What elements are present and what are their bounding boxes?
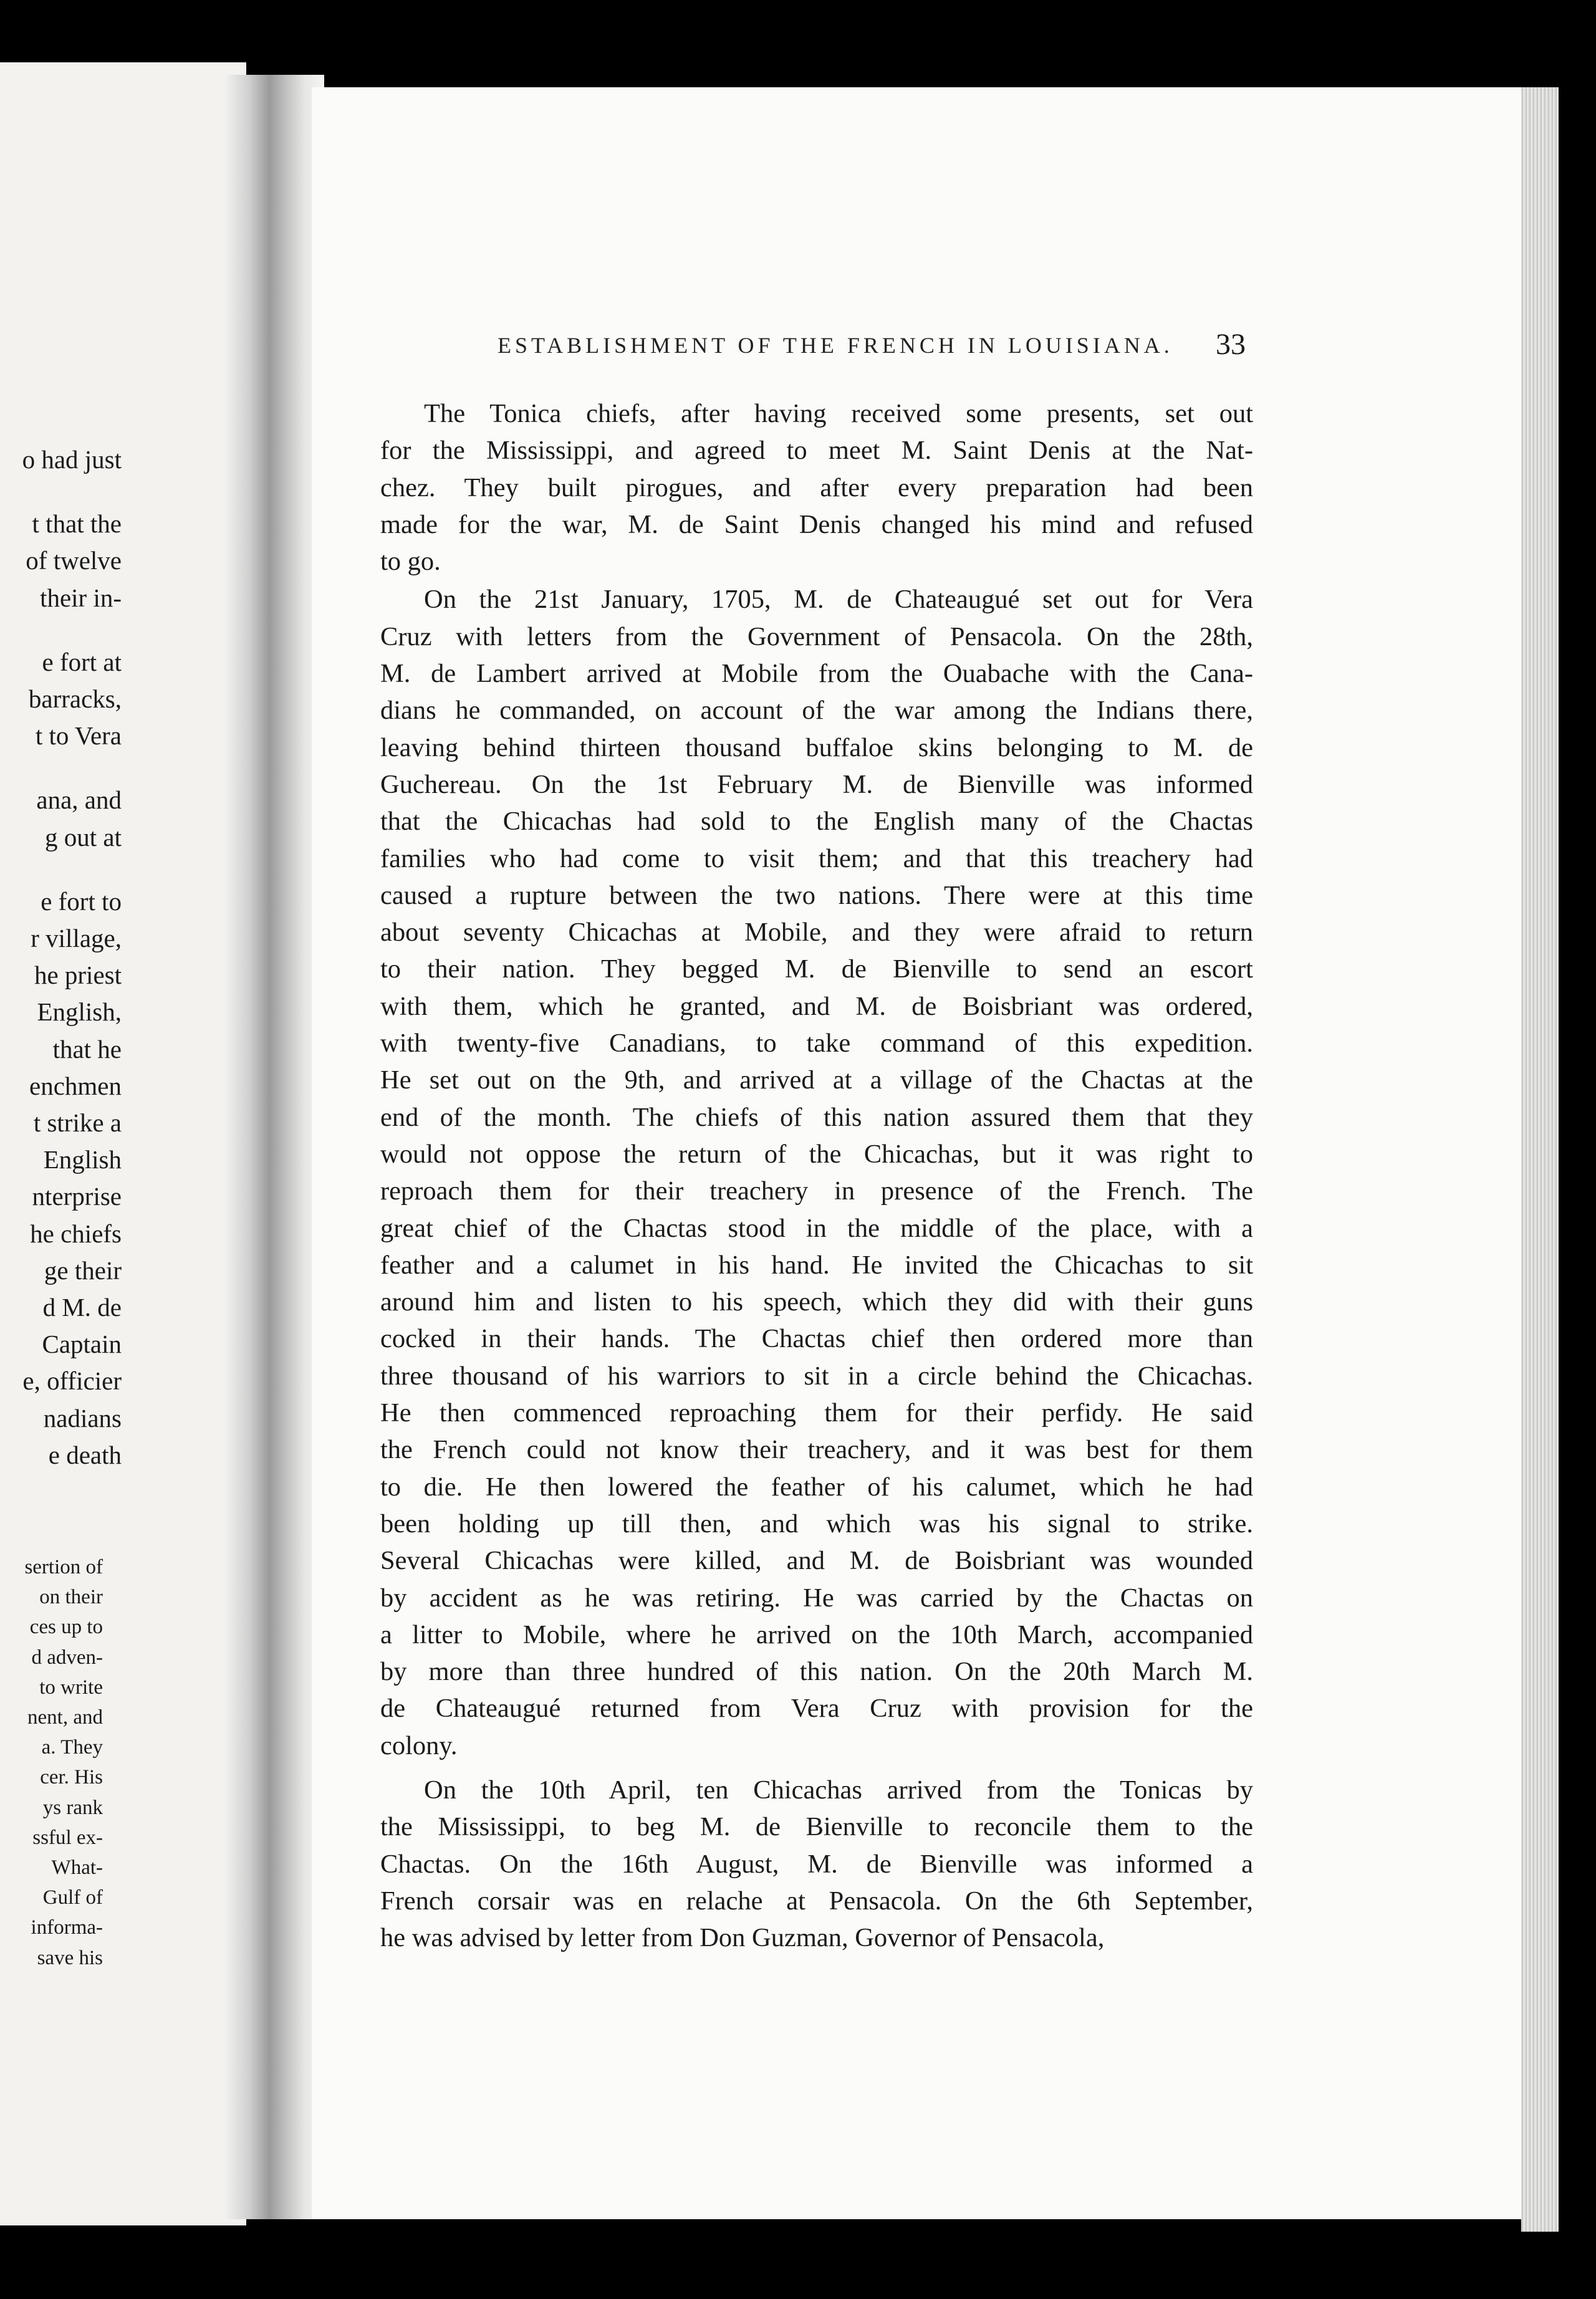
previous-page-line: ge their bbox=[44, 1255, 122, 1285]
previous-page-line: English, bbox=[37, 997, 122, 1027]
text-line: dians he commanded, on account of the war among the Indians there, bbox=[380, 696, 1253, 726]
previous-page-line: t that the bbox=[32, 509, 122, 539]
paragraph-gap bbox=[380, 1764, 1253, 1772]
previous-page-line: English bbox=[43, 1145, 122, 1174]
text-line: would not oppose the return of the Chicachas, but it was right to bbox=[380, 1139, 1253, 1169]
previous-page-line bbox=[0, 617, 122, 644]
previous-page-line bbox=[0, 856, 122, 883]
previous-page-line: t to Vera bbox=[35, 721, 122, 751]
text-line: with them, which he granted, and M. de Boisbriant was ordered, bbox=[380, 991, 1253, 1021]
previous-page-line bbox=[0, 478, 122, 506]
text-line: to die. He then lowered the feather of his calumet, which he had bbox=[380, 1472, 1253, 1502]
text-line: chez. They built pirogues, and after every preparation had been bbox=[380, 473, 1253, 502]
previous-page-footnote-line: ssful ex- bbox=[32, 1826, 103, 1849]
previous-page-line: d M. de bbox=[42, 1293, 122, 1322]
previous-page-line: r village, bbox=[31, 924, 122, 953]
text-line: to their nation. They begged M. de Bienville to send an escort bbox=[380, 954, 1253, 984]
previous-page-footnotes bbox=[0, 1552, 103, 1973]
text-line: leaving behind thirteen thousand buffaloe skins belonging to M. de bbox=[380, 732, 1253, 762]
text-line: by more than three hundred of this nation. On the 20th March M. bbox=[380, 1657, 1253, 1687]
text-line: Chactas. On the 16th August, M. de Bienville was informed a bbox=[380, 1849, 1253, 1879]
text-line: that the Chicachas had sold to the English many of the Chactas bbox=[380, 807, 1253, 837]
text-line: The Tonica chiefs, after having received some presents, set out bbox=[424, 399, 1253, 428]
running-head: ESTABLISHMENT OF THE FRENCH IN LOUISIANA. bbox=[498, 333, 1173, 358]
previous-page-line: e death bbox=[48, 1440, 122, 1469]
text-line: to go. bbox=[380, 547, 441, 577]
text-line: about seventy Chicachas at Mobile, and they were afraid to return bbox=[380, 918, 1253, 948]
previous-page-line: nterprise bbox=[32, 1182, 122, 1211]
body-text bbox=[380, 395, 1253, 1956]
previous-page-line: barracks, bbox=[28, 684, 122, 714]
previous-page-line: e fort at bbox=[42, 647, 122, 676]
text-line: colony. bbox=[380, 1730, 458, 1760]
previous-page-line: he priest bbox=[34, 961, 122, 990]
page-number: 33 bbox=[1216, 328, 1246, 361]
previous-page-footnote-line: ys rank bbox=[42, 1796, 103, 1819]
previous-page-footnote-line: informa- bbox=[31, 1916, 103, 1939]
page-edges bbox=[1521, 87, 1559, 2232]
previous-page-text bbox=[0, 441, 122, 1474]
previous-page-line: t strike a bbox=[33, 1108, 122, 1138]
text-line: On the 21st January, 1705, M. de Chateaugué set out for Vera bbox=[424, 585, 1253, 615]
text-line: been holding up till then, and which was his signal to strike. bbox=[380, 1509, 1253, 1538]
previous-page-footnote-line: a. They bbox=[41, 1736, 103, 1759]
previous-page-footnote-line: Gulf of bbox=[42, 1886, 103, 1909]
previous-page-line: nadians bbox=[43, 1403, 122, 1433]
text-line: with twenty-five Canadians, to take command of this expedition. bbox=[380, 1029, 1253, 1058]
book-gutter bbox=[224, 75, 324, 2219]
previous-page-footnote-line: d adven- bbox=[31, 1646, 103, 1669]
previous-page-line: Captain bbox=[42, 1330, 122, 1359]
text-line: great chief of the Chactas stood in the middle of the place, with a bbox=[380, 1213, 1253, 1243]
text-line: Guchereau. On the 1st February M. de Bienville was informed bbox=[380, 769, 1253, 799]
previous-page-footnote-line: sertion of bbox=[24, 1556, 103, 1578]
text-line: feather and a calumet in his hand. He invited the Chicachas to sit bbox=[380, 1250, 1253, 1280]
text-line: reproach them for their treachery in presence of the French. The bbox=[380, 1176, 1253, 1206]
text-line: the French could not know their treachery, and it was best for them bbox=[380, 1435, 1253, 1465]
text-line: by accident as he was retiring. He was carried by the Chactas on bbox=[380, 1583, 1253, 1613]
previous-page-footnote-line: on their bbox=[39, 1586, 103, 1609]
previous-page bbox=[0, 62, 246, 2225]
text-line: for the Mississippi, and agreed to meet M. Saint Denis at the Nat- bbox=[380, 436, 1253, 466]
previous-page-footnote-line: What- bbox=[51, 1856, 103, 1879]
text-line: made for the war, M. de Saint Denis changed his mind and refused bbox=[380, 509, 1253, 539]
previous-page-line: e, officier bbox=[22, 1366, 122, 1396]
text-line: a litter to Mobile, where he arrived on the 10th March, accompanied bbox=[380, 1620, 1253, 1649]
text-line: caused a rupture between the two nations. There were at this time bbox=[380, 880, 1253, 910]
text-line: He then commenced reproaching them for their perfidy. He said bbox=[380, 1398, 1253, 1428]
previous-page-footnote-line: to write bbox=[39, 1676, 103, 1699]
text-line: end of the month. The chiefs of this nation assured them that they bbox=[380, 1102, 1253, 1132]
text-line: the Mississippi, to beg M. de Bienville to reconcile them to the bbox=[380, 1812, 1253, 1842]
text-line: Several Chicachas were killed, and M. de Boisbriant was wounded bbox=[380, 1546, 1253, 1576]
text-line: M. de Lambert arrived at Mobile from the Ouabache with the Cana- bbox=[380, 659, 1253, 689]
previous-page-line: o had just bbox=[22, 445, 122, 474]
previous-page-line: ana, and bbox=[36, 785, 122, 815]
previous-page-footnote-line: cer. His bbox=[40, 1766, 103, 1789]
text-line: families who had come to visit them; and that this treachery had bbox=[380, 843, 1253, 873]
text-line: cocked in their hands. The Chactas chief then ordered more than bbox=[380, 1324, 1253, 1354]
previous-page-footnote-line: ces up to bbox=[29, 1616, 103, 1639]
text-line: French corsair was en relache at Pensacola. On the 6th September, bbox=[380, 1886, 1253, 1916]
text-line: around him and listen to his speech, which they did with their guns bbox=[380, 1287, 1253, 1317]
previous-page-line: of twelve bbox=[26, 546, 122, 575]
previous-page-line: their in- bbox=[40, 583, 122, 612]
previous-page-line bbox=[0, 754, 122, 782]
previous-page-line: that he bbox=[52, 1034, 122, 1063]
text-line: three thousand of his warriors to sit in a circle behind the Chicachas. bbox=[380, 1361, 1253, 1391]
previous-page-line: e fort to bbox=[41, 886, 122, 916]
text-line: de Chateaugué returned from Vera Cruz with provision for the bbox=[380, 1694, 1253, 1724]
text-line: He set out on the 9th, and arrived at a village of the Chactas at the bbox=[380, 1065, 1253, 1095]
text-line: Cruz with letters from the Government of Pensacola. On the 28th, bbox=[380, 622, 1253, 651]
previous-page-line: g out at bbox=[45, 822, 122, 852]
text-line: On the 10th April, ten Chicachas arrived from the Tonicas by bbox=[424, 1775, 1253, 1805]
previous-page-footnote-line: save his bbox=[37, 1946, 103, 1969]
previous-page-footnote-line: nent, and bbox=[27, 1706, 103, 1729]
text-line: he was advised by letter from Don Guzman, Governor of Pensacola, bbox=[380, 1923, 1105, 1953]
previous-page-line: enchmen bbox=[29, 1071, 122, 1100]
previous-page-line: he chiefs bbox=[30, 1219, 122, 1248]
